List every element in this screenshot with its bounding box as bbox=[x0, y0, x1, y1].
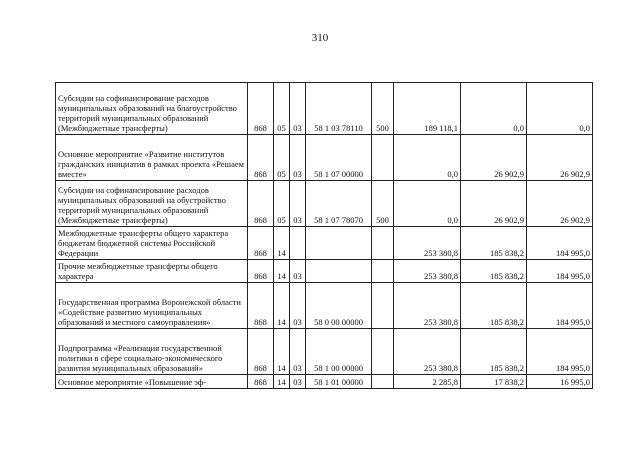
target-article-cell: 58 1 03 78110 bbox=[306, 83, 372, 135]
amount-year1-cell: 2 285,8 bbox=[394, 375, 461, 389]
section-code-cell: 14 bbox=[274, 283, 290, 329]
amount-year1-cell: 0,0 bbox=[394, 135, 461, 181]
target-article-cell: 58 1 07 78070 bbox=[306, 181, 372, 227]
grbs-code-cell: 868 bbox=[248, 135, 274, 181]
table-row bbox=[56, 135, 593, 181]
budget-table bbox=[55, 82, 593, 389]
amount-year1-cell: 253 380,8 bbox=[394, 329, 461, 375]
target-article-cell: 58 1 07 00000 bbox=[306, 135, 372, 181]
table-row bbox=[56, 83, 593, 135]
page-number: 310 bbox=[311, 32, 329, 44]
row-name-cell: Основное мероприятие «Повышение эф- bbox=[56, 375, 248, 389]
expense-type-cell bbox=[372, 375, 394, 389]
section-code-cell: 05 bbox=[274, 181, 290, 227]
subsection-code-cell: 03 bbox=[290, 329, 306, 375]
subsection-code-cell: 03 bbox=[290, 181, 306, 227]
subsection-code-cell: 03 bbox=[290, 260, 306, 283]
section-code-cell: 05 bbox=[274, 83, 290, 135]
grbs-code-cell: 868 bbox=[248, 260, 274, 283]
section-code-cell: 14 bbox=[274, 375, 290, 389]
expense-type-cell: 500 bbox=[372, 181, 394, 227]
expense-type-cell bbox=[372, 283, 394, 329]
row-name-cell: Межбюджетные трансферты общего характера бюджетам бюджетной системы Российской Федерации bbox=[56, 227, 248, 260]
table-row bbox=[56, 181, 593, 227]
target-article-cell bbox=[306, 260, 372, 283]
amount-year2-cell: 185 838,2 bbox=[461, 283, 527, 329]
subsection-code-cell: 03 bbox=[290, 283, 306, 329]
expense-type-cell bbox=[372, 260, 394, 283]
amount-year1-cell: 253 380,8 bbox=[394, 283, 461, 329]
amount-year2-cell: 26 902,9 bbox=[461, 181, 527, 227]
amount-year3-cell: 26 902,9 bbox=[527, 181, 593, 227]
target-article-cell: 58 1 00 00000 bbox=[306, 329, 372, 375]
expense-type-cell bbox=[372, 329, 394, 375]
table-row bbox=[56, 375, 593, 389]
row-name-cell: Подпрограмма «Реализация государственной политики в сфере социально-экономического развития муниципальных образований» bbox=[56, 329, 248, 375]
amount-year2-cell: 17 838,2 bbox=[461, 375, 527, 389]
amount-year1-cell: 253 380,8 bbox=[394, 227, 461, 260]
grbs-code-cell: 868 bbox=[248, 283, 274, 329]
target-article-cell bbox=[306, 227, 372, 260]
amount-year3-cell: 26 902,9 bbox=[527, 135, 593, 181]
subsection-code-cell: 03 bbox=[290, 83, 306, 135]
amount-year2-cell: 0,0 bbox=[461, 83, 527, 135]
amount-year1-cell: 189 118,1 bbox=[394, 83, 461, 135]
amount-year1-cell: 253 380,8 bbox=[394, 260, 461, 283]
table-row bbox=[56, 329, 593, 375]
table-row bbox=[56, 260, 593, 283]
target-article-cell: 58 1 01 00000 bbox=[306, 375, 372, 389]
grbs-code-cell: 868 bbox=[248, 227, 274, 260]
amount-year1-cell: 0,0 bbox=[394, 181, 461, 227]
expense-type-cell bbox=[372, 227, 394, 260]
target-article-cell: 58 0 00 00000 bbox=[306, 283, 372, 329]
section-code-cell: 14 bbox=[274, 227, 290, 260]
row-name-cell: Основное мероприятие «Развитие институтов гражданских инициатив в рамках проекта «Решаем вместе» bbox=[56, 135, 248, 181]
expense-type-cell bbox=[372, 135, 394, 181]
section-code-cell: 14 bbox=[274, 260, 290, 283]
amount-year3-cell: 184 995,0 bbox=[527, 227, 593, 260]
subsection-code-cell: 03 bbox=[290, 375, 306, 389]
table-row bbox=[56, 227, 593, 260]
amount-year2-cell: 185 838,2 bbox=[461, 227, 527, 260]
amount-year2-cell: 185 838,2 bbox=[461, 329, 527, 375]
amount-year2-cell: 185 838,2 bbox=[461, 260, 527, 283]
grbs-code-cell: 868 bbox=[248, 329, 274, 375]
amount-year3-cell: 0,0 bbox=[527, 83, 593, 135]
row-name-cell: Государственная программа Воронежской области «Содействие развитию муниципальных образований и местного самоуправления» bbox=[56, 283, 248, 329]
subsection-code-cell bbox=[290, 227, 306, 260]
amount-year3-cell: 184 995,0 bbox=[527, 329, 593, 375]
amount-year3-cell: 184 995,0 bbox=[527, 260, 593, 283]
row-name-cell: Субсидии на софинансирование расходов муниципальных образований на обустройство территорий муниципальных образований (Межбюджетные трансферты) bbox=[56, 181, 248, 227]
amount-year3-cell: 184 995,0 bbox=[527, 283, 593, 329]
amount-year3-cell: 16 995,0 bbox=[527, 375, 593, 389]
grbs-code-cell: 868 bbox=[248, 375, 274, 389]
section-code-cell: 05 bbox=[274, 135, 290, 181]
grbs-code-cell: 868 bbox=[248, 83, 274, 135]
row-name-cell: Прочие межбюджетные трансферты общего характера bbox=[56, 260, 248, 283]
subsection-code-cell: 03 bbox=[290, 135, 306, 181]
row-name-cell: Субсидии на софинансирование расходов муниципальных образований на благоустройство территорий муниципальных образований (Межбюджетные трансферты) bbox=[56, 83, 248, 135]
section-code-cell: 14 bbox=[274, 329, 290, 375]
grbs-code-cell: 868 bbox=[248, 181, 274, 227]
expense-type-cell: 500 bbox=[372, 83, 394, 135]
table-row bbox=[56, 283, 593, 329]
amount-year2-cell: 26 902,9 bbox=[461, 135, 527, 181]
